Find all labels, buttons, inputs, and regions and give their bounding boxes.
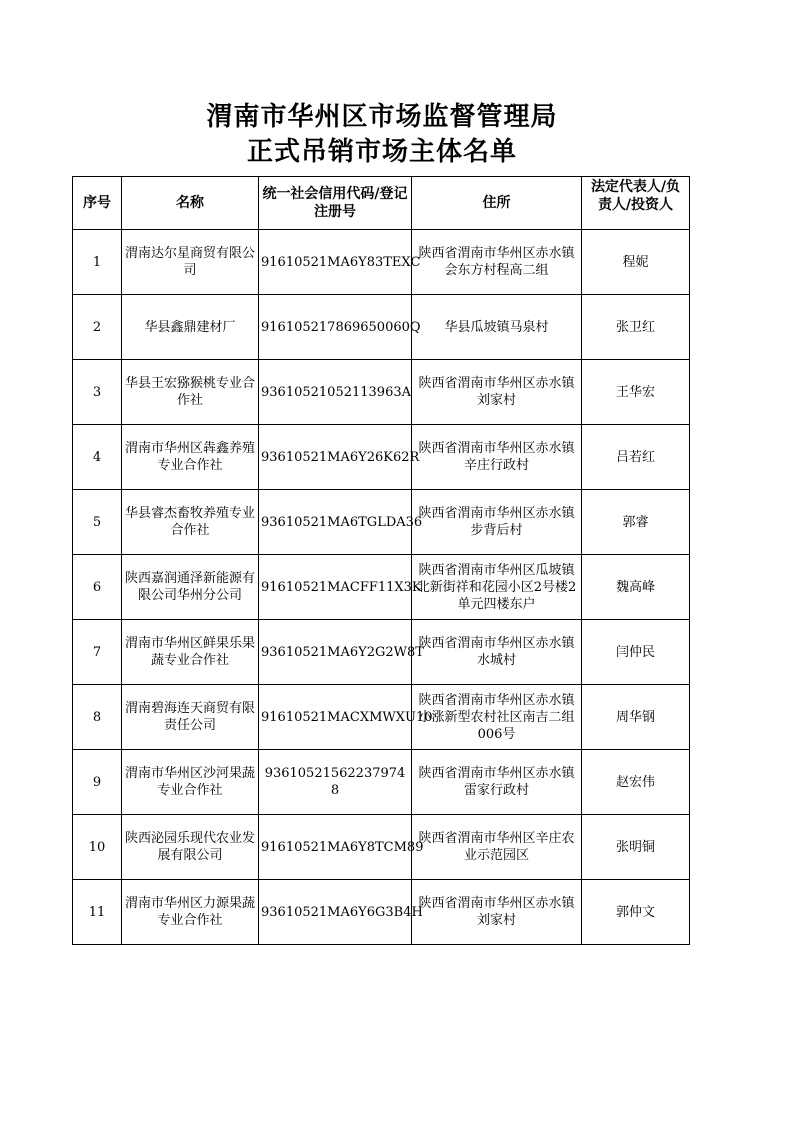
row-index: 5: [73, 490, 122, 555]
row-address: 陕西省渭南市华州区赤水镇会东方村程高二组: [412, 230, 582, 295]
row-entity-name: 华县睿杰畜牧养殖专业合作社: [122, 490, 259, 555]
row-address: 陕西省渭南市华州区赤水镇水城村: [412, 620, 582, 685]
document-subtitle: 正式吊销市场主体名单: [246, 137, 517, 167]
row-credit-code: 93610521MA6TGLDA36: [259, 490, 412, 555]
row-representative: 郭仲文: [582, 880, 690, 945]
header-credit-code: 统一社会信用代码/登记注册号: [259, 177, 412, 230]
row-entity-name: 渭南达尔星商贸有限公司: [122, 230, 259, 295]
row-address: 陕西省渭南市华州区赤水镇小涨新型农村社区南吉二组006号: [412, 685, 582, 750]
row-index: 4: [73, 425, 122, 490]
row-entity-name: 华县鑫鼎建材厂: [122, 295, 259, 360]
row-credit-code: 916105217869650060Q: [259, 295, 412, 360]
table-header-row: [73, 177, 690, 230]
table-row: [73, 360, 690, 425]
table-row: [73, 815, 690, 880]
header-index: 序号: [73, 177, 122, 230]
row-address: 陕西省渭南市华州区瓜坡镇北新街祥和花园小区2号楼2单元四楼东户: [412, 555, 582, 620]
row-representative: 魏高峰: [582, 555, 690, 620]
row-index: 7: [73, 620, 122, 685]
table-row: [73, 750, 690, 815]
revoked-entities-table: [72, 176, 690, 945]
row-representative: 程妮: [582, 230, 690, 295]
table-row: [73, 490, 690, 555]
table-row: [73, 230, 690, 295]
table-row: [73, 295, 690, 360]
row-credit-code: 93610521562237974​8: [259, 750, 412, 815]
row-credit-code: 91610521MACXMWXU10: [259, 685, 412, 750]
header-name: 名称: [122, 177, 259, 230]
row-credit-code: 91610521MACFF11X3K: [259, 555, 412, 620]
row-representative: 周华钢: [582, 685, 690, 750]
row-representative: 张明铜: [582, 815, 690, 880]
row-index: 3: [73, 360, 122, 425]
row-representative: 闫仲民: [582, 620, 690, 685]
document-title: 渭南市华州区市场监督管理局: [206, 102, 558, 132]
row-entity-name: 渭南市华州区沙河果蔬专业合作社: [122, 750, 259, 815]
header-representative-text: 法定代表人/负责人/投资人: [590, 179, 681, 213]
table-row: [73, 425, 690, 490]
header-address: 住所: [412, 177, 582, 230]
row-entity-name: 陕西嘉润通泽新能源有限公司华州分公司: [122, 555, 259, 620]
row-representative: 张卫红: [582, 295, 690, 360]
table-row: [73, 880, 690, 945]
row-index: 10: [73, 815, 122, 880]
row-credit-code: 93610521MA6Y26K62R: [259, 425, 412, 490]
table-row: [73, 620, 690, 685]
row-address: 陕西省渭南市华州区赤水镇步背后村: [412, 490, 582, 555]
row-entity-name: 陕西泌园乐现代农业发展有限公司: [122, 815, 259, 880]
row-index: 6: [73, 555, 122, 620]
table-row: [73, 555, 690, 620]
row-index: 1: [73, 230, 122, 295]
row-credit-code: 93610521MA6Y6G3B4H: [259, 880, 412, 945]
row-entity-name: 华县王宏猕猴桃专业合作社: [122, 360, 259, 425]
row-credit-code: 91610521MA6Y83TEXC: [259, 230, 412, 295]
row-representative: 赵宏伟: [582, 750, 690, 815]
row-index: 11: [73, 880, 122, 945]
row-credit-code: 91610521MA6Y8TCM89: [259, 815, 412, 880]
row-address: 陕西省渭南市华州区赤水镇刘家村: [412, 880, 582, 945]
row-entity-name: 渭南市华州区鲜果乐果蔬专业合作社: [122, 620, 259, 685]
table-row: [73, 685, 690, 750]
row-entity-name: 渭南市华州区犇鑫养殖专业合作社: [122, 425, 259, 490]
row-index: 9: [73, 750, 122, 815]
row-entity-name: 渭南碧海连天商贸有限责任公司: [122, 685, 259, 750]
row-address: 陕西省渭南市华州区辛庄农业示范园区: [412, 815, 582, 880]
row-index: 8: [73, 685, 122, 750]
row-credit-code: 93610521052113963A: [259, 360, 412, 425]
row-representative: 吕若红: [582, 425, 690, 490]
row-address: 陕西省渭南市华州区赤水镇雷家行政村: [412, 750, 582, 815]
row-address: 华县瓜坡镇马泉村: [412, 295, 582, 360]
header-representative: [582, 177, 690, 230]
row-address: 陕西省渭南市华州区赤水镇刘家村: [412, 360, 582, 425]
row-entity-name: 渭南市华州区力源果蔬专业合作社: [122, 880, 259, 945]
row-index: 2: [73, 295, 122, 360]
row-credit-code: 93610521MA6Y2G2W8T: [259, 620, 412, 685]
row-representative: 郭睿: [582, 490, 690, 555]
row-representative: 王华宏: [582, 360, 690, 425]
row-address: 陕西省渭南市华州区赤水镇辛庄行政村: [412, 425, 582, 490]
